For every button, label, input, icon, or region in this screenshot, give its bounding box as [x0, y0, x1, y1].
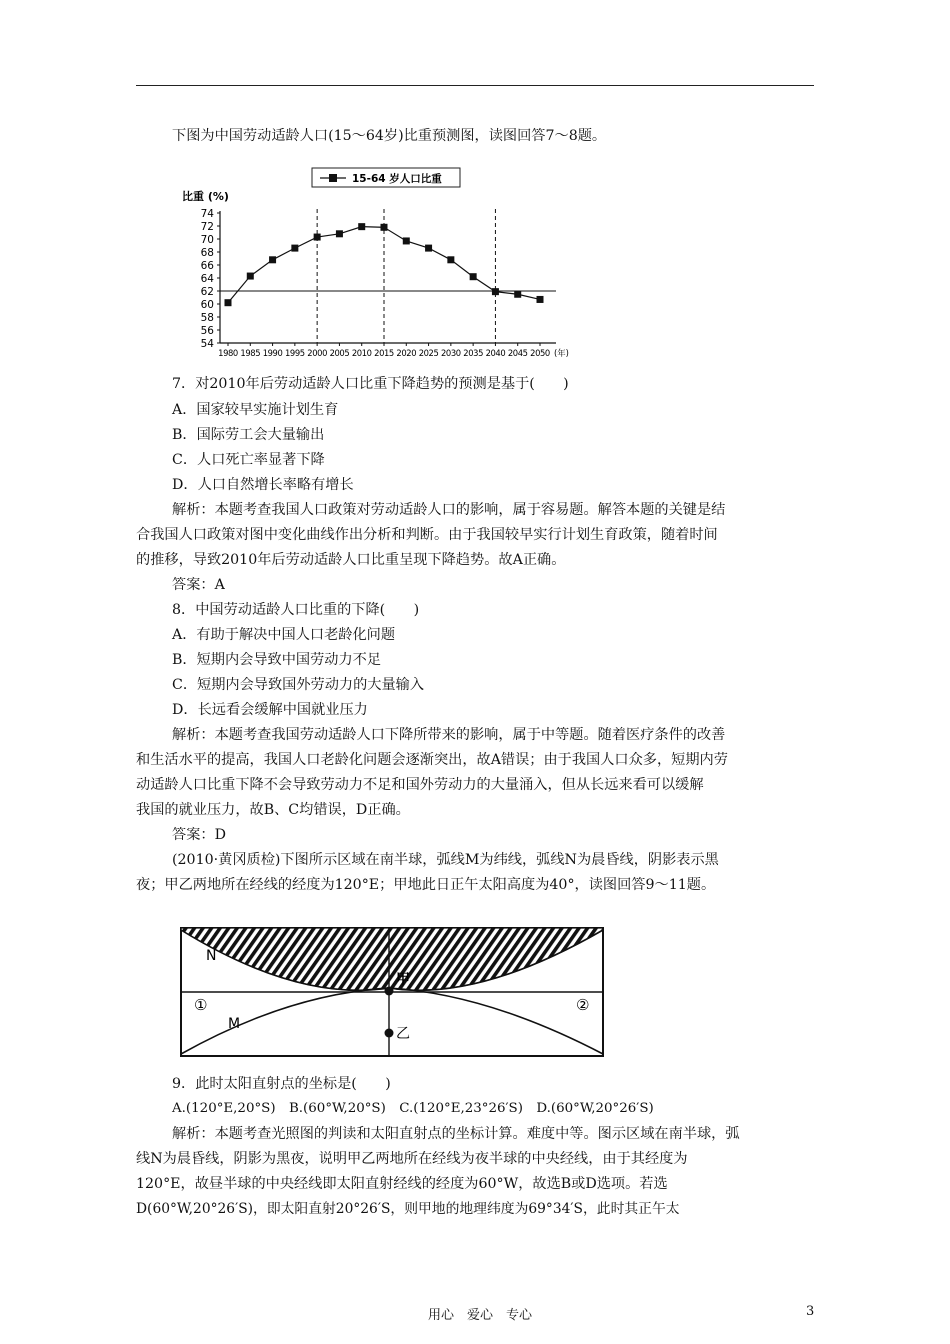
label-yi: 乙: [396, 1026, 410, 1042]
q7-explanation-3: 的推移，导致2010年后劳动适龄人口比重呈现下降趋势。故A正确。: [136, 552, 566, 568]
label-n: N: [206, 948, 217, 964]
data-point: [358, 223, 365, 230]
x-tick-label: 1990: [262, 348, 283, 358]
x-tick-label: 2025: [418, 348, 439, 358]
legend-label: 15-64 岁人口比重: [352, 173, 442, 185]
q7-explanation-2: 合我国人口政策对图中变化曲线作出分析和判断。由于我国较早实行计划生育政策，随着时间: [136, 527, 718, 543]
q9-options: A.(120°E,20°S) B.(60°W,20°S) C.(120°E,23°26′S) D.(60°W,20°26′S): [172, 1101, 654, 1116]
y-tick-label: 62: [200, 286, 214, 298]
y-tick-label: 68: [200, 247, 214, 259]
data-point: [492, 288, 499, 295]
q8-explanation-4: 我国的就业压力，故B、C均错误，D正确。: [136, 802, 410, 818]
q9-explanation-1: 解析：本题考查光照图的判读和太阳直射点的坐标计算。难度中等。图示区域在南半球，弧: [172, 1126, 740, 1142]
q8-option-a: A．有助于解决中国人口老龄化问题: [172, 627, 396, 643]
legend-marker: [329, 174, 337, 182]
y-tick-label: 56: [200, 325, 214, 337]
chart-svg: [178, 160, 598, 360]
data-point: [425, 245, 432, 252]
q8-answer: 答案：D: [172, 827, 226, 843]
data-point: [470, 273, 477, 280]
y-tick-label: 74: [200, 208, 214, 220]
q8-option-b: B．短期内会导致中国劳动力不足: [172, 652, 382, 668]
q7-option-b: B．国际劳工会大量输出: [172, 427, 325, 443]
q9-explanation-4: D(60°W,20°26′S)，即太阳直射20°26′S，则甲地的地理纬度为69°34′S，此时其正午太: [136, 1201, 680, 1217]
x-tick-label: 1980: [218, 348, 238, 358]
data-point: [225, 299, 232, 306]
y-axis-title: 比重 (%): [182, 190, 229, 203]
data-point: [403, 237, 410, 244]
x-tick-label: 1995: [284, 348, 305, 358]
x-tick-label: 2015: [374, 348, 394, 358]
q7-answer: 答案：A: [172, 577, 225, 593]
x-tick-label: 2000: [307, 348, 328, 358]
data-point: [336, 230, 343, 237]
illumination-svg: [178, 924, 608, 1060]
label-jia: 甲: [396, 972, 410, 988]
point-jia: [385, 987, 394, 996]
intro-q7-8: 下图为中国劳动适龄人口(15～64岁)比重预测图，读图回答7～8题。: [172, 128, 607, 144]
population-chart: [178, 160, 598, 360]
q8-stem: 8．中国劳动适龄人口比重的下降( ): [172, 602, 420, 618]
intro-q9-11-line2: 夜；甲乙两地所在经线的经度为120°E；甲地此日正午太阳高度为40°，读图回答9～11题。: [136, 877, 716, 893]
x-tick-label: 2005: [329, 348, 350, 358]
x-tick-label: 2050: [530, 348, 550, 358]
y-tick-label: 70: [200, 234, 214, 246]
data-point: [291, 245, 298, 252]
q7-stem: 7．对2010年后劳动适龄人口比重下降趋势的预测是基于( ): [172, 376, 569, 392]
y-tick-label: 64: [200, 273, 214, 285]
data-point: [537, 296, 544, 303]
data-point: [381, 224, 388, 231]
q8-option-d: D．长远看会缓解中国就业压力: [172, 702, 368, 718]
label-circle-1: ①: [194, 996, 208, 1014]
y-tick-label: 72: [200, 221, 214, 233]
q7-option-d: D．人口自然增长率略有增长: [172, 477, 354, 493]
point-yi: [385, 1029, 394, 1038]
data-point: [247, 273, 254, 280]
x-tick-label: 2030: [440, 348, 461, 358]
q9-explanation-2: 线N为晨昏线，阴影为黑夜，说明甲乙两地所在经线为夜半球的中央经线，由于其经度为: [136, 1151, 688, 1167]
y-tick-label: 58: [200, 312, 214, 324]
x-tick-label: 2010: [351, 348, 372, 358]
label-circle-2: ②: [576, 996, 590, 1014]
data-point: [514, 291, 521, 298]
intro-q9-11-line1: (2010·黄冈质检)下图所示区域在南半球，弧线M为纬线，弧线N为晨昏线，阴影表示黑: [172, 852, 719, 868]
x-tick-label: 2045: [507, 348, 528, 358]
header-rule: [136, 85, 814, 86]
q9-explanation-3: 120°E，故昼半球的中央经线即太阳直射经线的经度为60°W，故选B或D选项。若选: [136, 1176, 668, 1192]
x-tick-label: 2035: [463, 348, 484, 358]
x-unit-label: (年): [554, 348, 569, 358]
data-point: [314, 234, 321, 241]
x-tick-label: 2020: [396, 348, 417, 358]
illumination-diagram: [178, 924, 608, 1060]
y-tick-label: 60: [200, 299, 214, 311]
q7-option-c: C．人口死亡率显著下降: [172, 452, 325, 468]
q8-option-c: C．短期内会导致国外劳动力的大量输入: [172, 677, 425, 693]
footer-motto: 用心 爱心 专心: [427, 1308, 532, 1323]
q8-explanation-1: 解析：本题考查我国劳动适龄人口下降所带来的影响，属于中等题。随着医疗条件的改善: [172, 727, 726, 743]
page-number: 3: [806, 1304, 815, 1319]
q8-explanation-2: 和生活水平的提高，我国人口老龄化问题会逐渐突出，故A错误；由于我国人口众多，短期内劳: [136, 752, 728, 768]
q7-explanation-1: 解析：本题考查我国人口政策对劳动适龄人口的影响，属于容易题。解答本题的关键是结: [172, 502, 726, 518]
y-tick-label: 54: [200, 338, 214, 350]
label-m: M: [228, 1016, 241, 1032]
x-tick-label: 1985: [240, 348, 261, 358]
q8-explanation-3: 动适龄人口比重下降不会导致劳动力不足和国外劳动力的大量涌入，但从长远来看可以缓解: [136, 777, 704, 793]
q7-option-a: A．国家较早实施计划生育: [172, 402, 339, 418]
data-point: [447, 256, 454, 263]
x-tick-label: 2040: [485, 348, 506, 358]
q9-stem: 9．此时太阳直射点的坐标是( ): [172, 1076, 391, 1092]
y-tick-label: 66: [200, 260, 214, 272]
data-point: [269, 256, 276, 263]
